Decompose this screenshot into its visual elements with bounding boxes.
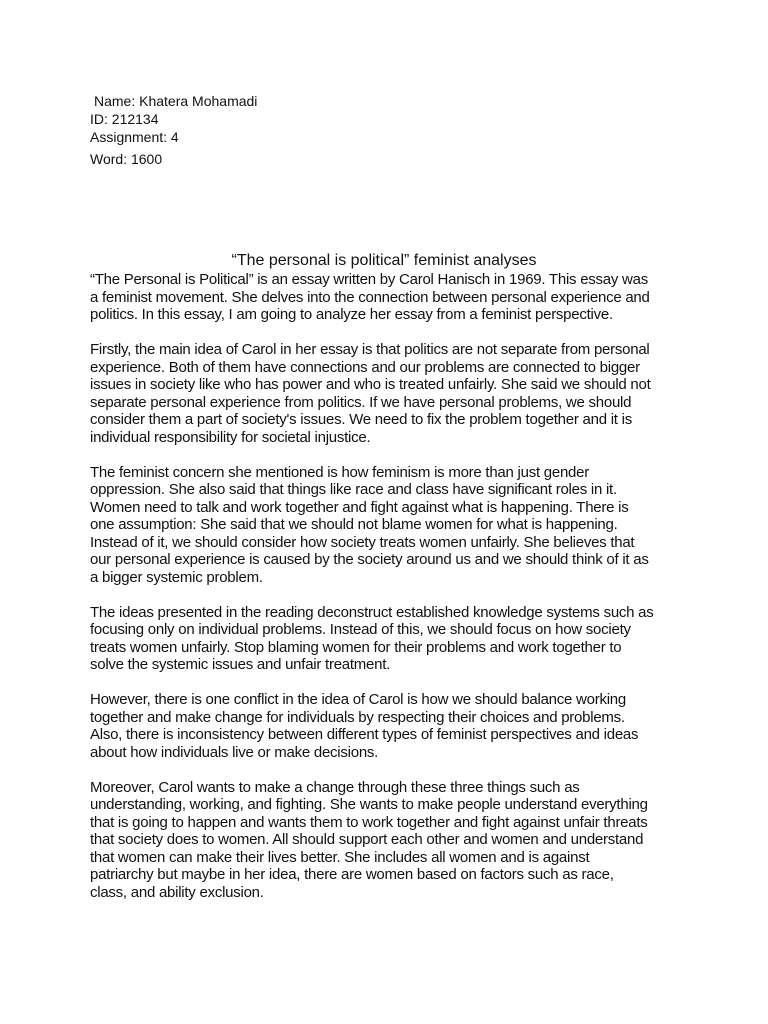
paragraph-intro	[90, 271, 690, 324]
paragraph-line: Also, there is inconsistency between different types of feminist perspectives and ideas	[90, 726, 639, 743]
paragraph-line: consider them a part of society's issues. We need to fix the problem together and it is	[90, 411, 632, 428]
paragraph-knowledge-systems	[90, 604, 690, 674]
paragraph-line: that society does to women. All should support each other and women and understand	[90, 831, 644, 848]
paragraph-line: Women need to talk and work together and fight against what is happening. There is	[90, 498, 629, 516]
paragraph-line: solve the systemic issues and unfair treatment.	[90, 656, 391, 673]
paragraph-line: The ideas presented in the reading deconstruct established knowledge systems such as	[90, 603, 654, 621]
paragraph-line: experience. Both of them have connections and our problems are connected to bigger	[90, 358, 640, 376]
paragraph-line: focusing only on individual problems. Instead of this, we should focus on how society	[90, 621, 631, 638]
paragraph-line: that is going to happen and wants them to work together and fight against unfair threats	[90, 813, 648, 831]
student-name: Name: Khatera Mohamadi	[94, 93, 258, 109]
word-count: Word: 1600	[90, 151, 163, 167]
paragraph-line: The feminist concern she mentioned is how feminism is more than just gender	[90, 463, 589, 481]
paragraph-line: together and make change for individuals by respecting their choices and problems.	[90, 708, 625, 726]
paragraph-line: Firstly, the main idea of Carol in her essay is that politics are not separate from personal	[90, 341, 650, 358]
student-id: ID: 212134	[90, 111, 159, 127]
paragraph-line: about how individuals live or make decisions.	[90, 743, 379, 761]
essay-body	[90, 271, 690, 919]
paragraph-line: understanding, working, and fighting. She wants to make people understand everything	[90, 796, 648, 813]
paragraph-line: a feminist movement. She delves into the connection between personal experience and	[90, 288, 650, 306]
paragraph-line: a bigger systemic problem.	[90, 568, 263, 586]
paragraph-line: issues in society like who has power and who is treated unfairly. She said we should not	[90, 376, 651, 393]
student-info-header	[90, 92, 257, 168]
essay-title: “The personal is political” feminist analyses	[231, 252, 537, 269]
paragraph-line: individual responsibility for societal injustice.	[90, 428, 371, 446]
paragraph-line: that women can make their lives better. She includes all women and is against	[90, 848, 590, 866]
paragraph-line: patriarchy but maybe in her idea, there are women based on factors such as race,	[90, 866, 614, 883]
assignment-number: Assignment: 4	[90, 129, 179, 145]
paragraph-feminist-concern	[90, 464, 690, 587]
paragraph-line: “The Personal is Political” is an essay written by Carol Hanisch in 1969. This essay was	[90, 271, 648, 288]
paragraph-line: separate personal experience from politics. If we have personal problems, we should	[90, 393, 632, 411]
paragraph-change	[90, 779, 690, 902]
paragraph-line: class, and ability exclusion.	[90, 883, 264, 901]
paragraph-line: Instead of it, we should consider how society treats women unfairly. She believes that	[90, 533, 635, 551]
paragraph-main-idea	[90, 341, 690, 446]
paragraph-line: However, there is one conflict in the idea of Carol is how we should balance working	[90, 691, 626, 708]
paragraph-conflict	[90, 691, 690, 761]
paragraph-line: our personal experience is caused by the society around us and we should think of it as	[90, 551, 649, 568]
paragraph-line: treats women unfairly. Stop blaming women for their problems and work together to	[90, 638, 622, 656]
paragraph-line: politics. In this essay, I am going to analyze her essay from a feminist perspective.	[90, 306, 613, 323]
paragraph-line: Moreover, Carol wants to make a change through these three things such as	[90, 778, 580, 796]
paragraph-line: one assumption: She said that we should not blame women for what is happening.	[90, 516, 618, 533]
paragraph-line: oppression. She also said that things like race and class have significant roles in it.	[90, 481, 617, 498]
